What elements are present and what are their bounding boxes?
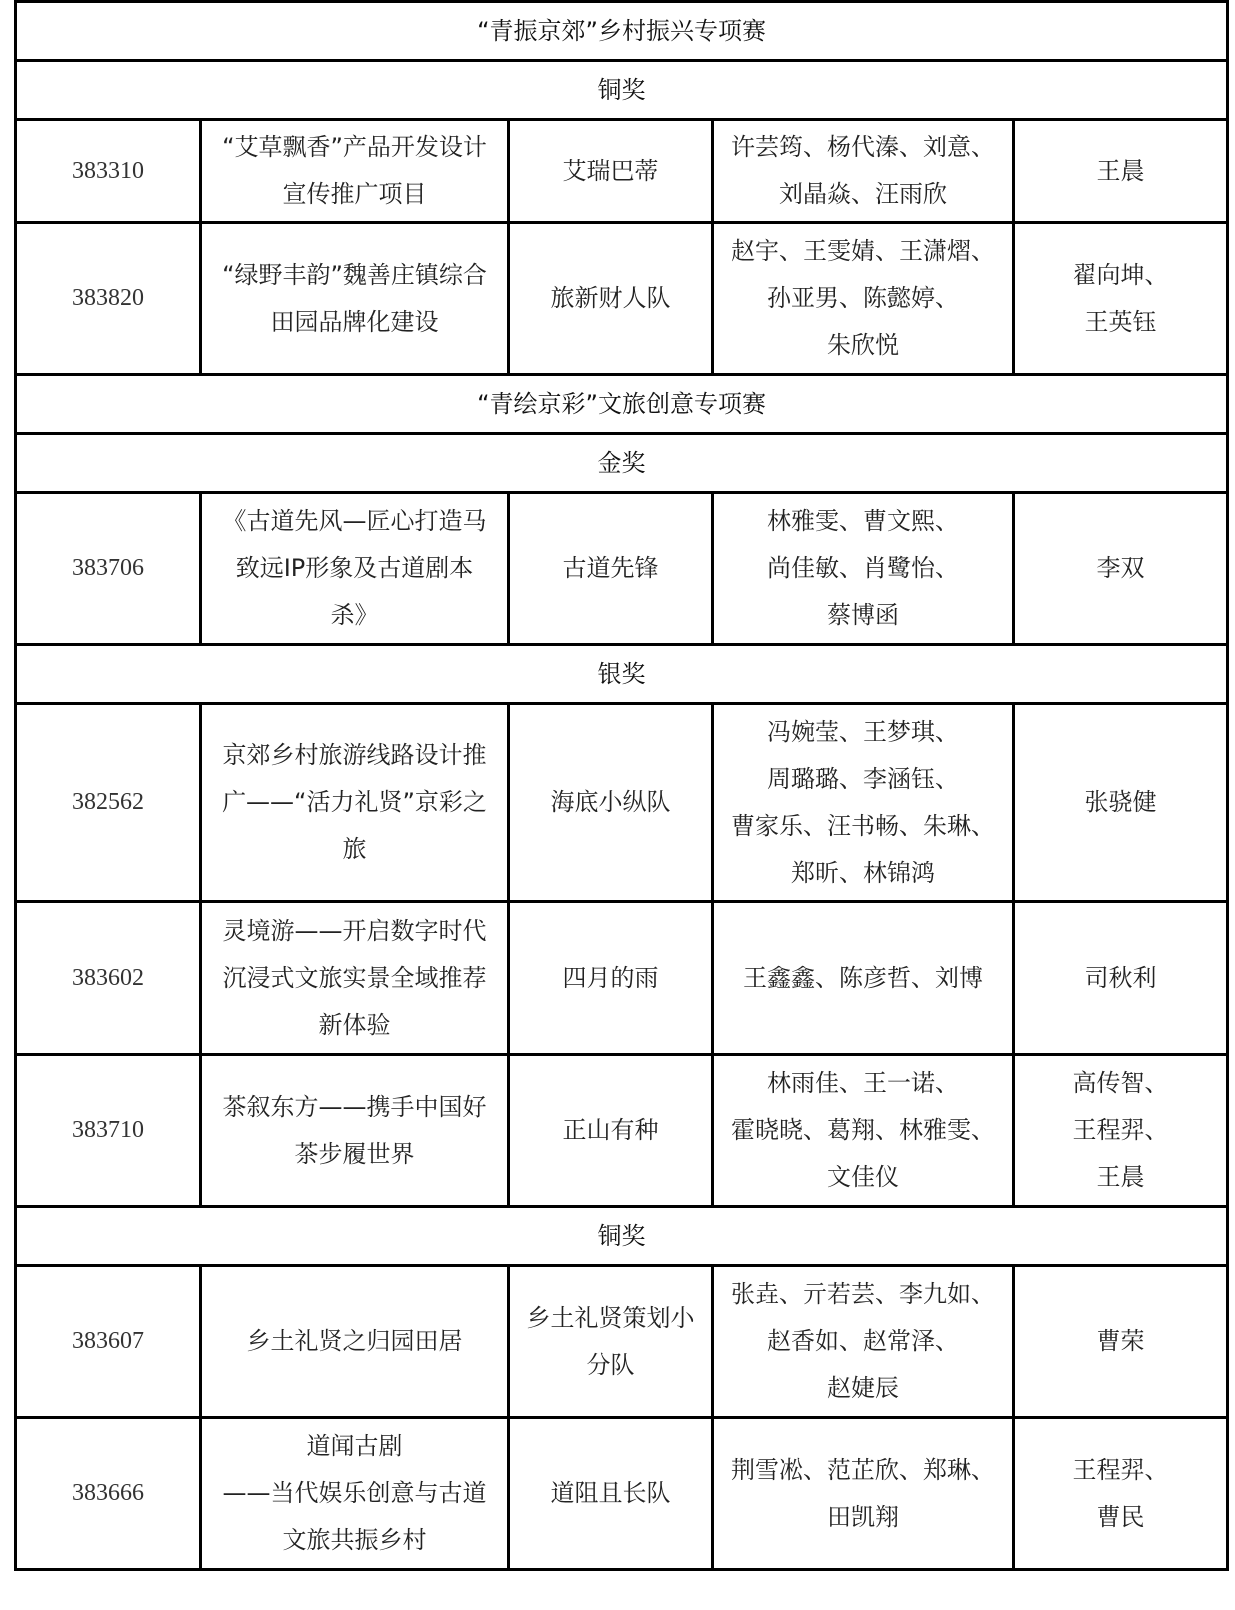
project-name-cell-line: 广——“活力礼贤”京彩之	[222, 788, 487, 816]
team-name-cell-line: 正山有种	[562, 1116, 659, 1144]
team-name-cell	[509, 1055, 713, 1207]
table-row	[16, 704, 1228, 902]
award-level-title: 铜奖	[16, 61, 1228, 120]
members-cell-line: 许芸筠、杨代溱、刘意、	[731, 133, 995, 161]
members-cell-line: 周璐璐、李涵钰、	[767, 764, 959, 793]
table-row	[16, 1266, 1228, 1418]
competition-title: “青绘京彩”文旅创意专项赛	[16, 375, 1228, 434]
project-name-cell-line: 茶步履世界	[294, 1139, 415, 1168]
members-cell	[713, 704, 1014, 902]
advisor-cell-line: 王晨	[1096, 1163, 1145, 1191]
project-name-cell-line: 杀》	[330, 601, 379, 629]
project-name-cell-line: 沉浸式文旅实景全域推荐	[222, 963, 487, 992]
competition-title-row	[16, 2, 1228, 61]
advisor-cell-line: 翟向坤、	[1072, 260, 1169, 289]
members-cell	[713, 1418, 1014, 1570]
members-cell-line: 霍晓晓、葛翔、林雅雯、	[731, 1116, 995, 1144]
team-name-cell-line: 古道先锋	[562, 554, 659, 582]
award-level-title: 铜奖	[16, 1207, 1228, 1266]
advisor-cell	[1014, 120, 1228, 223]
advisor-cell	[1014, 493, 1228, 645]
competition-title: “青振京郊”乡村振兴专项赛	[16, 2, 1228, 61]
award-level-title-row	[16, 1207, 1228, 1266]
members-cell-line: 王鑫鑫、陈彦哲、刘博	[743, 963, 983, 992]
members-cell	[713, 902, 1014, 1055]
members-cell-line: 刘晶焱、汪雨欣	[779, 180, 947, 208]
members-cell-line: 赵宇、王雯婧、王潇熠、	[731, 237, 995, 265]
project-name-cell-line: 茶叙东方——携手中国好	[222, 1092, 487, 1121]
advisor-cell-line: 李双	[1096, 554, 1145, 582]
team-name-cell-line: 乡土礼贤策划小	[526, 1303, 695, 1332]
members-cell-line: 文佳仪	[827, 1163, 899, 1191]
award-level-title-row	[16, 434, 1228, 493]
award-level-title: 银奖	[16, 645, 1228, 704]
project-name-cell-line: “绿野丰韵”魏善庄镇综合	[222, 260, 487, 289]
table-row	[16, 1055, 1228, 1207]
advisor-cell	[1014, 902, 1228, 1055]
table-row	[16, 120, 1228, 223]
members-cell	[713, 1266, 1014, 1418]
project-name-cell	[201, 223, 509, 375]
awards-table-body	[16, 2, 1228, 1570]
members-cell-line: 冯婉莹、王梦琪、	[767, 717, 959, 746]
project-name-cell-line: 京郊乡村旅游线路设计推	[222, 741, 487, 769]
project-id-cell: 383710	[16, 1055, 201, 1207]
advisor-cell-line: 王晨	[1096, 156, 1145, 185]
team-name-cell-line: 分队	[586, 1350, 635, 1379]
team-name-cell	[509, 120, 713, 223]
project-name-cell-line: 旅	[342, 835, 367, 863]
advisor-cell-line: 王程羿、	[1072, 1455, 1169, 1484]
project-name-cell-line: 文旅共振乡村	[282, 1526, 427, 1554]
members-cell-line: 蔡博函	[827, 601, 899, 629]
members-cell-line: 尚佳敏、肖鹭怡、	[767, 554, 959, 582]
advisor-cell-line: 王英钰	[1084, 307, 1157, 336]
project-id-cell: 383607	[16, 1266, 201, 1418]
team-name-cell-line: 海底小纵队	[550, 788, 671, 816]
project-name-cell-line: 致远IP形象及古道剧本	[235, 554, 474, 582]
members-cell-line: 郑昕、林锦鸿	[791, 858, 935, 887]
members-cell-line: 朱欣悦	[827, 331, 899, 359]
project-id-cell: 383602	[16, 902, 201, 1055]
competition-title-row	[16, 375, 1228, 434]
advisor-cell	[1014, 223, 1228, 375]
team-name-cell	[509, 493, 713, 645]
members-cell-line: 孙亚男、陈懿婷、	[767, 284, 959, 312]
members-cell-line: 张垚、亓若芸、李九如、	[731, 1280, 995, 1308]
advisor-cell	[1014, 1418, 1228, 1570]
advisor-cell	[1014, 704, 1228, 902]
advisor-cell-line: 曹荣	[1096, 1327, 1145, 1355]
project-id-cell: 382562	[16, 704, 201, 902]
members-cell-line: 田凯翔	[827, 1502, 899, 1531]
team-name-cell	[509, 902, 713, 1055]
table-row	[16, 493, 1228, 645]
awards-table	[14, 0, 1229, 1571]
members-cell-line: 林雅雯、曹文熙、	[767, 507, 959, 535]
project-name-cell	[201, 120, 509, 223]
team-name-cell	[509, 223, 713, 375]
advisor-cell-line: 高传智、	[1072, 1069, 1169, 1097]
advisor-cell-line: 司秋利	[1084, 963, 1157, 992]
members-cell-line: 赵香如、赵常泽、	[767, 1327, 959, 1355]
team-name-cell	[509, 1266, 713, 1418]
members-cell	[713, 223, 1014, 375]
team-name-cell-line: 艾瑞巴蒂	[562, 156, 659, 185]
award-level-title-row	[16, 61, 1228, 120]
project-name-cell	[201, 1055, 509, 1207]
project-name-cell-line: 乡土礼贤之归园田居	[246, 1327, 463, 1355]
team-name-cell-line: 四月的雨	[562, 963, 659, 992]
project-name-cell	[201, 902, 509, 1055]
members-cell	[713, 1055, 1014, 1207]
members-cell-line: 曹家乐、汪书畅、朱琳、	[731, 811, 995, 840]
project-id-cell: 383666	[16, 1418, 201, 1570]
members-cell	[713, 120, 1014, 223]
team-name-cell	[509, 704, 713, 902]
award-level-title: 金奖	[16, 434, 1228, 493]
table-row	[16, 1418, 1228, 1570]
advisor-cell	[1014, 1055, 1228, 1207]
award-level-title-row	[16, 645, 1228, 704]
project-name-cell	[201, 1418, 509, 1570]
members-cell-line: 赵婕辰	[827, 1374, 899, 1402]
project-name-cell	[201, 704, 509, 902]
advisor-cell-line: 曹民	[1096, 1502, 1145, 1531]
members-cell	[713, 493, 1014, 645]
members-cell-line: 荆雪凇、范芷欣、郑琳、	[731, 1455, 995, 1484]
project-name-cell-line: 新体验	[318, 1010, 391, 1039]
table-row	[16, 223, 1228, 375]
project-name-cell-line: 宣传推广项目	[282, 180, 427, 208]
project-name-cell-line: ——当代娱乐创意与古道	[222, 1479, 487, 1507]
team-name-cell	[509, 1418, 713, 1570]
advisor-cell	[1014, 1266, 1228, 1418]
project-name-cell-line: 灵境游——开启数字时代	[222, 916, 487, 945]
members-cell-line: 林雨佳、王一诺、	[767, 1069, 959, 1097]
team-name-cell-line: 道阻且长队	[550, 1479, 671, 1507]
project-id-cell: 383706	[16, 493, 201, 645]
project-name-cell-line: “艾草飘香”产品开发设计	[222, 133, 487, 161]
table-row	[16, 902, 1228, 1055]
project-name-cell-line: 《古道先风—匠心打造马	[222, 507, 487, 535]
project-name-cell	[201, 493, 509, 645]
advisor-cell-line: 王程羿、	[1072, 1116, 1169, 1144]
advisor-cell-line: 张骁健	[1084, 788, 1157, 816]
project-name-cell	[201, 1266, 509, 1418]
project-id-cell: 383820	[16, 223, 201, 375]
project-id-cell: 383310	[16, 120, 201, 223]
project-name-cell-line: 道闻古剧	[306, 1432, 403, 1460]
project-name-cell-line: 田园品牌化建设	[270, 307, 439, 336]
team-name-cell-line: 旅新财人队	[550, 284, 671, 312]
